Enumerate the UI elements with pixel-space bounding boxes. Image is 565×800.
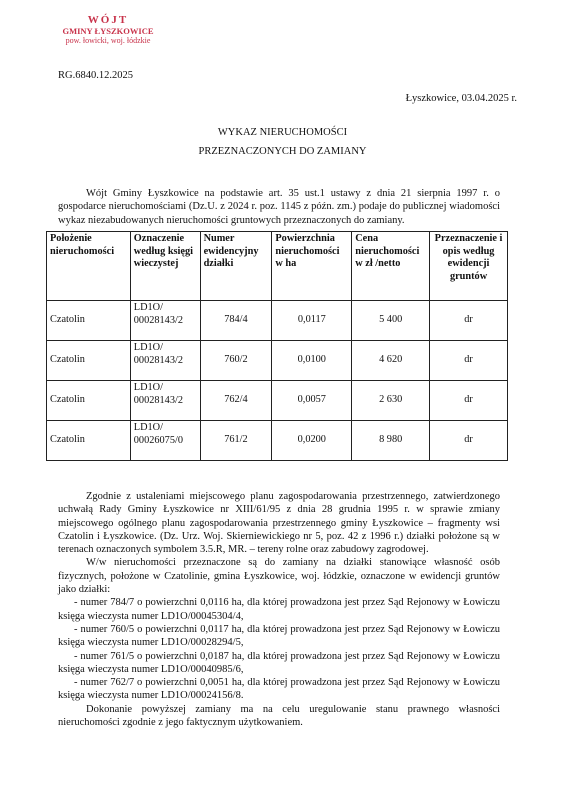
cell-purpose: dr — [430, 301, 508, 341]
cell-area: 0,0057 — [272, 381, 352, 421]
cell-parcel: 761/2 — [200, 421, 272, 461]
cell-purpose: dr — [430, 381, 508, 421]
header-kw: Oznaczenie według księgi wieczystej — [130, 232, 200, 301]
cell-kw: LD1O/ 00028143/2 — [130, 381, 200, 421]
cell-kw: LD1O/ 00026075/0 — [130, 421, 200, 461]
header-parcel: Numer ewidencyjny działki — [200, 232, 272, 301]
cell-parcel: 784/4 — [200, 301, 272, 341]
cell-area: 0,0117 — [272, 301, 352, 341]
cell-area: 0,0200 — [272, 421, 352, 461]
header-area: Powierzchnia nieruchomości w ha — [272, 232, 352, 301]
stamp-line-1: WÓJT — [87, 14, 129, 26]
body-text — [58, 490, 500, 729]
cell-area: 0,0100 — [272, 341, 352, 381]
cell-parcel: 760/2 — [200, 341, 272, 381]
stamp-line-3: pow. łowicki, woj. łódzkie — [65, 36, 151, 46]
cell-price: 2 630 — [352, 381, 430, 421]
list-item: - numer 760/5 o powierzchni 0,0117 ha, dla której prowadzona jest przez Sąd Rejonowy w Łowiczu księga wieczysta numer LD1O/00028294/5, — [58, 623, 500, 649]
wojt-stamp — [52, 14, 164, 46]
document-title: WYKAZ NIERUCHOMOŚCI — [217, 127, 348, 138]
property-table — [46, 231, 508, 461]
header-location: Położenie nieruchomości — [47, 232, 131, 301]
cell-price: 4 620 — [352, 341, 430, 381]
document-subtitle: PRZEZNACZONYCH DO ZAMIANY — [198, 146, 367, 157]
cell-location: Czatolin — [47, 421, 131, 461]
cell-kw: LD1O/ 00028143/2 — [130, 341, 200, 381]
table-row — [47, 381, 508, 421]
stamp-line-2: GMINY ŁYSZKOWICE — [62, 25, 154, 36]
cell-purpose: dr — [430, 341, 508, 381]
cell-kw: LD1O/ 00028143/2 — [130, 301, 200, 341]
cell-location: Czatolin — [47, 301, 131, 341]
header-price: Cena nieruchomości w zł /netto — [352, 232, 430, 301]
exchange-paragraph: W/w nieruchomości przeznaczone są do zamiany na działki stanowiące własność osób fizycznych, położone w Czatolinie, gmina Łyszkowice, woj. łódzkie, oznaczone w ewidencji gruntów jako działki: — [58, 557, 500, 596]
cell-location: Czatolin — [47, 341, 131, 381]
cell-purpose: dr — [430, 421, 508, 461]
intro-paragraph: Wójt Gminy Łyszkowice na podstawie art. 35 ust.1 ustawy z dnia 21 sierpnia 1997 r. o gospodarce nieruchomościami (Dz.U. z 2024 r. poz. 1145 z późn. zm.) podaje do publicznej wiadomości wykaz niezabudowanych nieruchomości gruntowych przeznaczonych do zamiany. — [58, 188, 500, 226]
cell-price: 5 400 — [352, 301, 430, 341]
header-purpose: Przeznaczenie i opis według ewidencji gruntów — [430, 232, 508, 301]
zoning-paragraph: Zgodnie z ustaleniami miejscowego planu zagospodarowania przestrzennego, zatwierdzonego uchwałą Rady Gminy Łyszkowice nr XIII/61/95 z dnia 28 grudnia 1995 r. w sprawie zmiany miejscowego ogólnego planu zagospodarowania przestrzennego gminy Łyszkowice – fragmenty wsi Czatolin i Łyszkowice. (Dz. Urz. Woj. Skierniewickiego nr 5, poz. 42 z 1996 r.) działki położone są w terenach oznaczonych symbolem 3.5.R, MR. – tereny rolne oraz zabudowy zagrodowej. — [58, 491, 500, 556]
reference-number: RG.6840.12.2025 — [58, 70, 133, 81]
cell-location: Czatolin — [47, 381, 131, 421]
list-item: - numer 762/7 o powierzchni 0,0051 ha, dla której prowadzona jest przez Sąd Rejonowy w Łowiczu księga wieczysta numer LD1O/00024156/8. — [58, 677, 500, 702]
cell-parcel: 762/4 — [200, 381, 272, 421]
cell-price: 8 980 — [352, 421, 430, 461]
place-and-date: Łyszkowice, 03.04.2025 r. — [405, 93, 517, 104]
list-item: - numer 784/7 o powierzchni 0,0116 ha, dla której prowadzona jest przez Sąd Rejonowy w Łowiczu księga wieczysta numer LD1O/00045304/4, — [58, 597, 500, 622]
table-header-row — [47, 232, 508, 301]
table-row — [47, 301, 508, 341]
list-item: - numer 761/5 o powierzchni 0,0187 ha, dla której prowadzona jest przez Sąd Rejonowy w Łowiczu księga wieczysta numer LD1O/00040985/6, — [58, 650, 500, 675]
closing-paragraph: Dokonanie powyższej zamiany ma na celu uregulowanie stanu prawnego własności nieruchomości zgodnie z jego faktycznym użytkowaniem. — [58, 703, 500, 729]
table-row — [47, 421, 508, 461]
table-row — [47, 341, 508, 381]
